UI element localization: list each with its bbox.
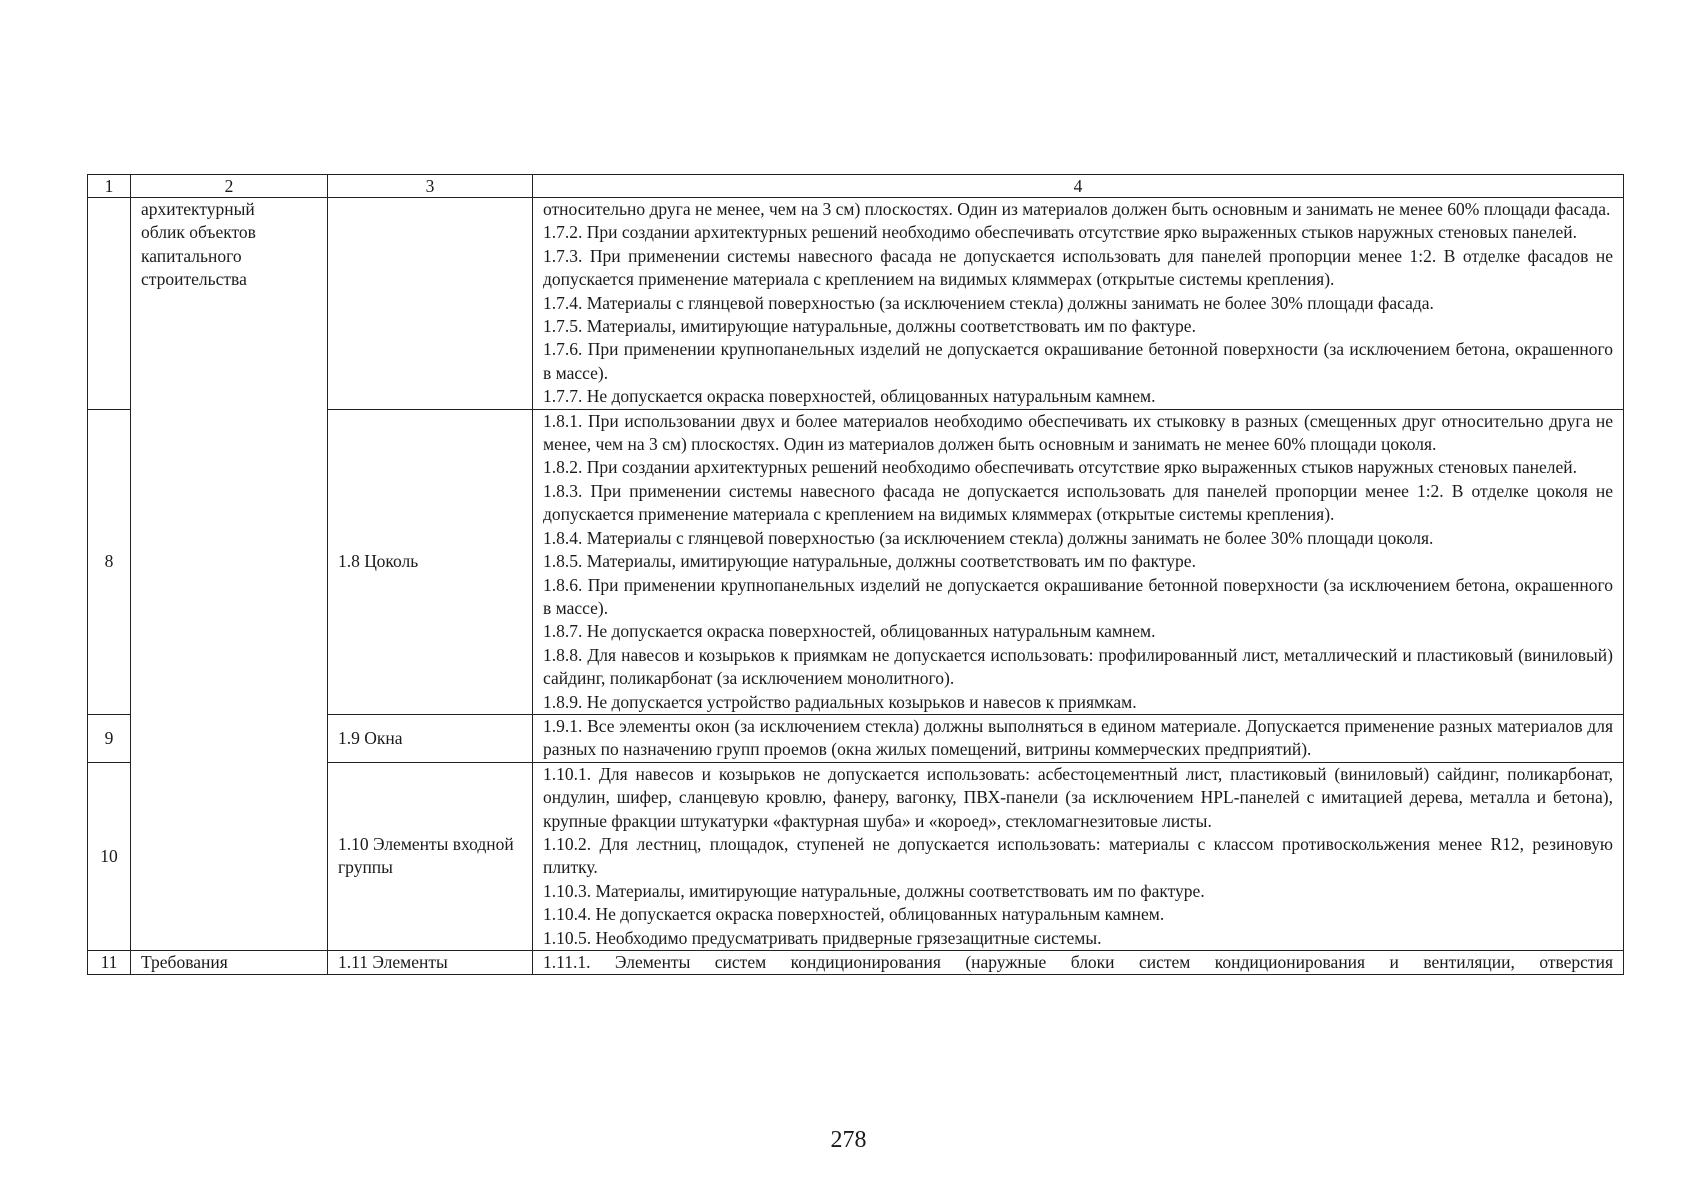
requirement-item: 1.7.5. Материалы, имитирующие натуральные, должны соответствовать им по фактуре. [543, 316, 1196, 337]
table-row [88, 198, 1624, 410]
requirement-item: 1.11.1. Элементы систем кондиционирования (наружные блоки систем кондиционирования и вентиляции, отверстия [543, 952, 1613, 972]
requirement-item: 1.8.7. Не допускается окраска поверхностей, облицованных натуральным камнем. [543, 621, 1156, 642]
table-row [88, 951, 1624, 975]
row-number: 9 [88, 714, 131, 762]
requirement-item: 1.9.1. Все элементы окон (за исключением стекла) должны выполняться в едином материале. Допускается применение разных материалов для разных по назначению групп проемов (окна жилых помещений, витрины коммерческих предприятий). [543, 715, 1613, 760]
requirement-item: 1.7.6. При применении крупнопанельных изделий не допускается окрашивание бетонной поверхности (за исключением бетона, окрашенного в массе). [543, 339, 1613, 383]
requirement-item: 1.10.4. Не допускается окраска поверхностей, облицованных натуральным камнем. [543, 904, 1165, 925]
requirement-item: 1.8.6. При применении крупнопанельных изделий не допускается окрашивание бетонной поверхности (за исключением бетона, окрашенного в массе). [543, 574, 1613, 618]
requirement-item: 1.8.5. Материалы, имитирующие натуральные, должны соответствовать им по фактуре. [543, 551, 1196, 572]
table-header-row [88, 175, 1624, 198]
group-line: строительства [141, 269, 247, 290]
requirement-item: 1.10.5. Необходимо предусматривать придверные грязезащитные системы. [543, 927, 1102, 948]
requirement-group-cell: Требования [131, 951, 328, 975]
requirement-item: 1.7.7. Не допускается окраска поверхностей, облицованных натуральным камнем. [543, 386, 1156, 407]
section-cell: 1.9 Окна [328, 714, 533, 762]
requirement-group-cell [131, 198, 328, 951]
requirement-item: 1.10.1. Для навесов и козырьков не допускается использовать: асбестоцементный лист, пластиковый (виниловый) сайдинг, поликарбонат, ондулин, шифер, сланцевую кровлю, фанеру, вагонку, ПВХ-панели (за исключением HPL-панелей с имитацией дерева, металла и бетона), крупные фракции штукатурки «фактурная шуба» и «короед», стекломагнезитовые листы. [543, 763, 1613, 831]
header-cell-3: 3 [328, 175, 533, 198]
row-number [88, 198, 131, 410]
section-cell [328, 198, 533, 410]
section-cell: 1.11 Элементы [328, 951, 533, 975]
section-cell: 1.10 Элементы входной группы [328, 762, 533, 950]
requirement-item: 1.8.1. При использовании двух и более материалов необходимо обеспечивать их стыковку в разных (смещенных друг относительно друга не менее, чем на 3 см) плоскостях. Один из материалов должен быть основным и занимать не менее 60% площади цоколя. [543, 410, 1613, 455]
requirements-cell [533, 409, 1624, 714]
requirement-item: 1.8.3. При применении системы навесного фасада не допускается использовать для панелей пропорции менее 1:2. В отделке цоколя не допускается применение материала с креплением на видимых кляммерах (открытые системы крепления). [543, 480, 1613, 525]
requirement-item: 1.10.3. Материалы, имитирующие натуральные, должны соответствовать им по фактуре. [543, 880, 1205, 901]
header-cell-4: 4 [533, 175, 1624, 198]
requirement-item: 1.7.4. Материалы с глянцевой поверхностью (за исключением стекла) должны занимать не более 30% площади фасада. [543, 292, 1434, 313]
row-number: 10 [88, 762, 131, 950]
group-line: облик объектов [141, 222, 256, 243]
requirement-item: 1.8.8. Для навесов и козырьков к приямкам не допускается использовать: профилированный лист, металлический и пластиковый (виниловый) сайдинг, поликарбонат (за исключением монолитного). [543, 644, 1613, 689]
header-cell-2: 2 [131, 175, 328, 198]
requirement-item: 1.7.2. При создании архитектурных решений необходимо обеспечивать отсутствие ярко выраженных стыков наружных стеновых панелей. [543, 222, 1578, 243]
requirement-item: относительно друга не менее, чем на 3 см) плоскостях. Один из материалов должен быть основным и занимать не менее 60% площади фасада. [543, 199, 1611, 219]
section-cell: 1.8 Цоколь [328, 409, 533, 714]
requirement-item: 1.8.9. Не допускается устройство радиальных козырьков и навесов к приямкам. [543, 691, 1137, 712]
requirement-item: 1.8.4. Материалы с глянцевой поверхностью (за исключением стекла) должны занимать не более 30% площади цоколя. [543, 527, 1434, 548]
group-line: архитектурный [141, 199, 255, 219]
row-number: 8 [88, 409, 131, 714]
requirement-item: 1.7.3. При применении системы навесного фасада не допускается использовать для панелей пропорции менее 1:2. В отделке фасадов не допускается применение материала с креплением на видимых кляммерах (открытые системы крепления). [543, 245, 1613, 290]
requirement-item: 1.8.2. При создании архитектурных решений необходимо обеспечивать отсутствие ярко выраженных стыков наружных стеновых панелей. [543, 457, 1578, 478]
requirements-cell [533, 951, 1624, 975]
row-number: 11 [88, 951, 131, 975]
requirements-cell [533, 198, 1624, 410]
page-number: 278 [830, 1127, 867, 1153]
requirements-table [87, 174, 1624, 975]
group-line: капитального [141, 245, 242, 266]
requirements-cell [533, 762, 1624, 950]
requirements-cell [533, 714, 1624, 762]
requirement-item: 1.10.2. Для лестниц, площадок, ступеней не допускается использовать: материалы с классом противоскольжения менее R12, резиновую плитку. [543, 833, 1613, 878]
header-cell-1: 1 [88, 175, 131, 198]
